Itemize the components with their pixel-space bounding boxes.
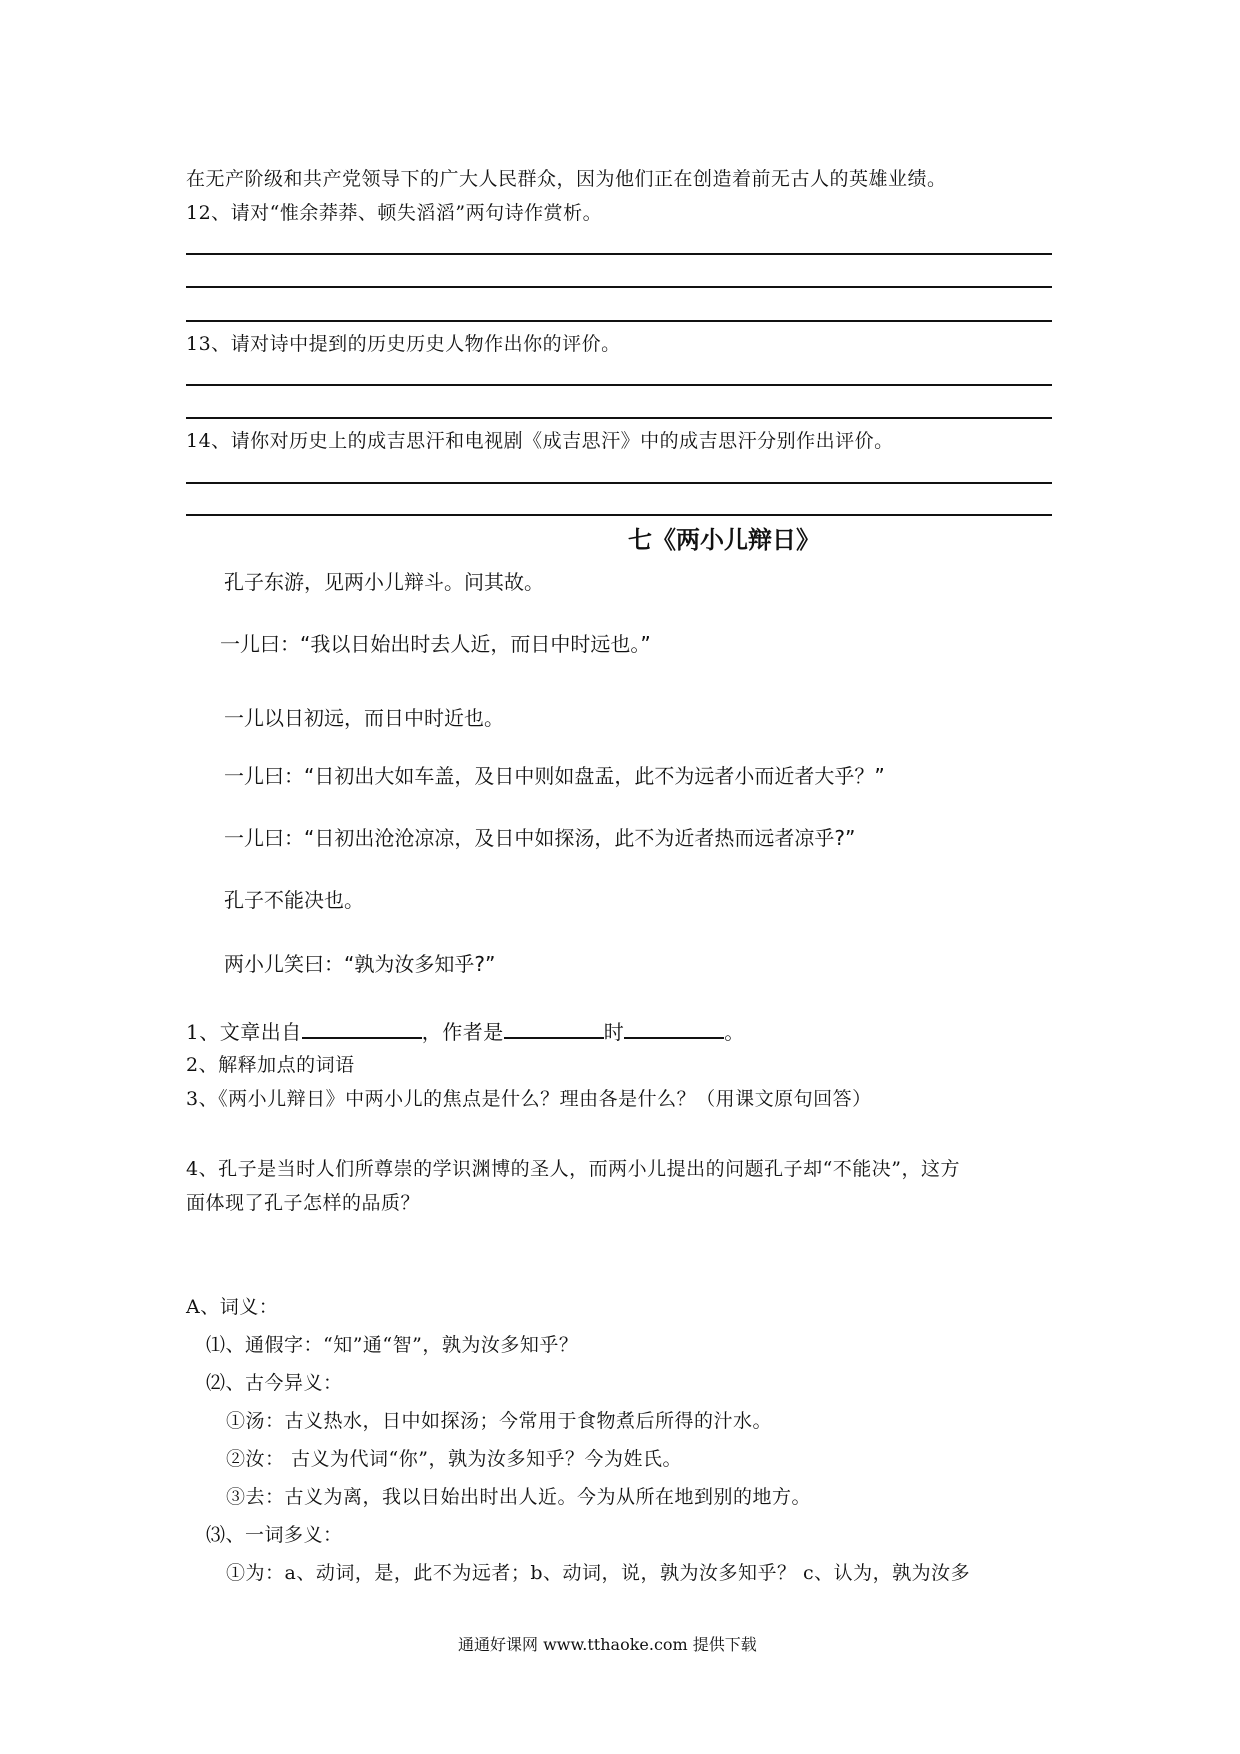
notes-item: ⑶、一词多义：: [206, 1524, 343, 1546]
text-line: 一儿曰：“日初出沧沧凉凉，及日中如探汤，此不为近者热而远者凉乎?”: [224, 826, 856, 850]
notes-subitem: ③去：古义为离，我以日始出时出人近。今为从所在地到别的地方。: [226, 1486, 812, 1508]
question-1-prefix: 1、文章出自: [186, 1020, 302, 1044]
answer-line[interactable]: [186, 482, 1052, 484]
notes-subitem: ①汤：古义热水，日中如探汤；今常用于食物煮后所得的汁水。: [226, 1410, 773, 1432]
notes-heading: A、词义：: [186, 1296, 279, 1318]
answer-line[interactable]: [186, 514, 1052, 516]
answer-line[interactable]: [186, 253, 1052, 255]
question-4-line-1: 4、孔子是当时人们所尊崇的学识渊博的圣人，而两小儿提出的问题孔子却“不能决”，这方: [186, 1158, 961, 1180]
text-line: 一儿以日初远，而日中时近也。: [224, 706, 504, 730]
section-title: 七《两小儿辩日》: [628, 526, 820, 554]
notes-subitem: ①为：a、动词，是，此不为远者；b、动词，说，孰为汝多知乎？ c、认为，孰为汝多: [226, 1562, 971, 1584]
question-1-author-label: ，作者是: [421, 1020, 504, 1044]
notes-item: ⑴、通假字：“知”通“智”，孰为汝多知乎？: [206, 1334, 579, 1356]
notes-item: ⑵、古今异义：: [206, 1372, 343, 1394]
question-14: 14、请你对历史上的成吉思汗和电视剧《成吉思汗》中的成吉思汗分别作出评价。: [186, 430, 894, 452]
text-line: 一儿曰：“我以日始出时去人近，而日中时远也。”: [220, 632, 651, 656]
question-13: 13、请对诗中提到的历史历史人物作出你的评价。: [186, 333, 621, 355]
text-line: 孔子东游，见两小儿辩斗。问其故。: [224, 570, 544, 594]
notes-subitem: ②汝： 古义为代词“你”，孰为汝多知乎？今为姓氏。: [226, 1448, 682, 1470]
fill-blank-era[interactable]: [624, 1017, 724, 1039]
text-line: 孔子不能决也。: [224, 888, 364, 912]
answer-line[interactable]: [186, 320, 1052, 322]
answer-line[interactable]: [186, 384, 1052, 386]
question-3: 3、《两小儿辩日》中两小儿的焦点是什么？理由各是什么？（用课文原句回答）: [186, 1088, 872, 1110]
question-1-end: 。: [724, 1020, 745, 1044]
text-line: 一儿曰：“日初出大如车盖，及日中则如盘盂，此不为远者小而近者大乎？”: [224, 764, 885, 788]
page-footer: 通通好课网 www.tthaoke.com 提供下载: [458, 1635, 757, 1654]
fill-blank-source[interactable]: [302, 1017, 422, 1039]
text-line: 在无产阶级和共产党领导下的广大人民群众，因为他们正在创造着前无古人的英雄业绩。: [186, 168, 947, 190]
question-2: 2、解释加点的词语: [186, 1054, 355, 1076]
answer-line[interactable]: [186, 417, 1052, 419]
question-1: [186, 1016, 745, 1045]
question-4-line-2: 面体现了孔子怎样的品质？: [186, 1192, 421, 1214]
question-1-era-label: 时: [603, 1020, 625, 1044]
fill-blank-author[interactable]: [504, 1017, 604, 1039]
text-line: 两小儿笑曰：“孰为汝多知乎?”: [224, 952, 496, 976]
answer-line[interactable]: [186, 286, 1052, 288]
question-12: 12、请对“惟余莽莽、顿失滔滔”两句诗作赏析。: [186, 202, 603, 224]
